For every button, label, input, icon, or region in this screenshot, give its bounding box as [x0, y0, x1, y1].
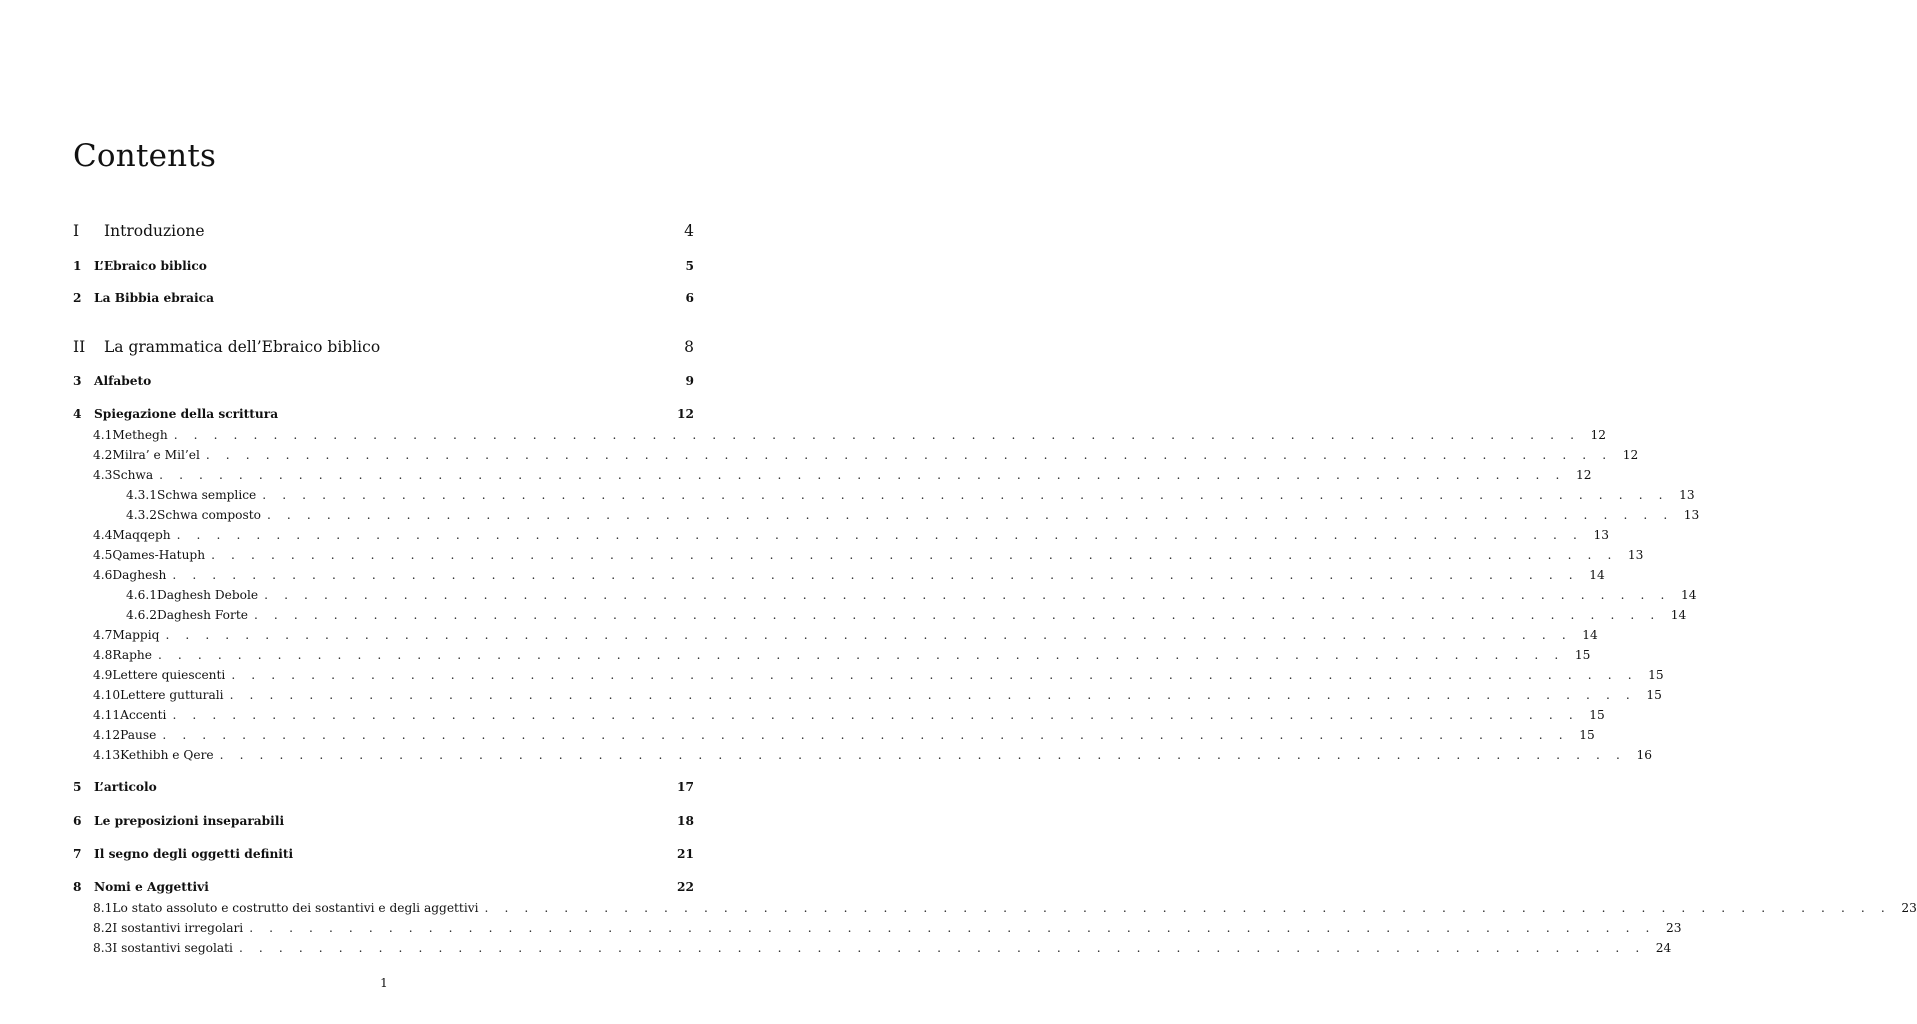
toc-page: 6 — [685, 291, 694, 305]
toc-label: L’articolo — [94, 780, 157, 794]
toc-page: 15 — [1579, 728, 1595, 742]
toc-section-entry[interactable] — [93, 548, 1644, 562]
toc-number: II — [73, 338, 86, 356]
toc-label: Schwa composto — [157, 508, 261, 522]
toc-page: 5 — [685, 259, 694, 273]
toc-leader-dots: . . . . . . . . . . . . . . . . . . . . . . . . . . . . . . . . . . . . . . . . . . . . . . . . . . . . . . . . . . . . . . . . . . . . . . . — [238, 941, 1646, 955]
toc-number: 4.3.1 — [126, 488, 158, 502]
toc-chapter-entry[interactable] — [73, 407, 694, 421]
toc-number: 4.6.2 — [126, 608, 158, 622]
toc-label: Nomi e Aggettivi — [94, 880, 209, 894]
toc-chapter-entry[interactable] — [73, 291, 694, 305]
toc-leader-dots: . . . . . . . . . . . . . . . . . . . . . . . . . . . . . . . . . . . . . . . . . . . . . . . . . . . . . . . . . . . . . . . . . . . . . . . — [176, 528, 1583, 542]
toc-section-entry[interactable] — [93, 921, 1682, 935]
toc-section-entry[interactable] — [93, 648, 1591, 662]
toc-page: 12 — [1590, 428, 1607, 442]
toc-part-entry[interactable] — [73, 338, 694, 356]
toc-page: 21 — [677, 847, 694, 861]
toc-label: Qames-Hatuph — [112, 548, 206, 562]
toc-section-entry[interactable] — [93, 448, 1639, 462]
toc-leader-dots: . . . . . . . . . . . . . . . . . . . . . . . . . . . . . . . . . . . . . . . . . . . . . . . . . . . . . . . . . . . . . . . . . . . . . . . — [249, 921, 1656, 935]
toc-section-entry[interactable] — [93, 688, 1662, 702]
toc-page: 13 — [1679, 488, 1695, 502]
toc-page: 9 — [685, 374, 694, 388]
toc-leader-dots: . . . . . . . . . . . . . . . . . . . . . . . . . . . . . . . . . . . . . . . . . . . . . . . . . . . . . . . . . . . . . . . . . . . . . . . — [231, 668, 1638, 682]
toc-number: 3 — [73, 374, 82, 388]
toc-label: Lettere quiescenti — [112, 668, 226, 682]
toc-page: 15 — [1646, 688, 1662, 702]
toc-number: 4.2 — [93, 448, 113, 462]
toc-page: 12 — [1622, 448, 1639, 462]
toc-label: I sostantivi segolati — [112, 941, 233, 955]
toc-page: 13 — [1627, 548, 1644, 562]
toc-label: Alfabeto — [94, 374, 152, 388]
toc-label: Accenti — [120, 708, 167, 722]
toc-label: Kethibh e Qere — [120, 748, 214, 762]
toc-number: 4.1 — [93, 428, 113, 442]
toc-label: Spiegazione della scrittura — [94, 407, 279, 421]
toc-label: L’Ebraico biblico — [94, 259, 207, 273]
toc-page: 18 — [677, 814, 694, 828]
toc-leader-dots: . . . . . . . . . . . . . . . . . . . . . . . . . . . . . . . . . . . . . . . . . . . . . . . . . . . . . . . . . . . . . . . . . . . . . . . — [172, 708, 1579, 722]
toc-number: 4.11 — [93, 708, 121, 722]
toc-number: 4.9 — [93, 668, 113, 682]
toc-number: 4.13 — [93, 748, 121, 762]
toc-part-entry[interactable] — [73, 222, 694, 240]
page-title: Contents — [73, 138, 217, 174]
toc-chapter-entry[interactable] — [73, 847, 694, 861]
toc-label: Le preposizioni inseparabili — [94, 814, 285, 828]
toc-leader-dots: . . . . . . . . . . . . . . . . . . . . . . . . . . . . . . . . . . . . . . . . . . . . . . . . . . . . . . . . . . . . . . . . . . . . . . . — [264, 588, 1671, 602]
toc-leader-dots: . . . . . . . . . . . . . . . . . . . . . . . . . . . . . . . . . . . . . . . . . . . . . . . . . . . . . . . . . . . . . . . . . . . . . . . — [219, 748, 1626, 762]
toc-subsection-entry[interactable] — [126, 608, 1687, 622]
toc-number: 4.5 — [93, 548, 113, 562]
toc-section-entry[interactable] — [93, 941, 1672, 955]
toc-label: Daghesh — [112, 568, 167, 582]
toc-section-entry[interactable] — [93, 468, 1592, 482]
toc-number: I — [73, 222, 80, 240]
toc-label: Lo stato assoluto e costrutto dei sostantivi e degli aggettivi — [112, 901, 479, 915]
toc-section-entry[interactable] — [93, 568, 1605, 582]
page-number: 1 — [380, 976, 388, 990]
toc-label: Milra’ e Mil’el — [112, 448, 200, 462]
toc-page: 13 — [1593, 528, 1609, 542]
toc-page: 23 — [1666, 921, 1682, 935]
toc-subsection-entry[interactable] — [126, 488, 1695, 502]
toc-page: 17 — [677, 780, 694, 794]
toc-number: 4.3.2 — [126, 508, 158, 522]
toc-number: 6 — [73, 814, 82, 828]
toc-number: 1 — [73, 259, 82, 273]
toc-page: 15 — [1648, 668, 1664, 682]
toc-label: Pause — [120, 728, 157, 742]
toc-number: 7 — [73, 847, 82, 861]
toc-page: 23 — [1901, 901, 1917, 915]
toc-label: Lettere gutturali — [120, 688, 224, 702]
toc-section-entry[interactable] — [93, 528, 1609, 542]
toc-number: 4.10 — [93, 688, 121, 702]
toc-page: 24 — [1655, 941, 1672, 955]
toc-chapter-entry[interactable] — [73, 259, 694, 273]
toc-chapter-entry[interactable] — [73, 880, 694, 894]
toc-page: 12 — [677, 407, 694, 421]
toc-label: Daghesh Forte — [157, 608, 248, 622]
toc-number: 4.6.1 — [126, 588, 158, 602]
toc-page: 14 — [1680, 588, 1697, 602]
toc-number: 4.3 — [93, 468, 113, 482]
toc-number: 4.6 — [93, 568, 113, 582]
toc-subsection-entry[interactable] — [126, 508, 1700, 522]
toc-page: 14 — [1582, 628, 1598, 642]
toc-leader-dots: . . . . . . . . . . . . . . . . . . . . . . . . . . . . . . . . . . . . . . . . . . . . . . . . . . . . . . . . . . . . . . . . . . . . . . . — [173, 428, 1581, 442]
toc-label: Raphe — [112, 648, 152, 662]
toc-page: 13 — [1683, 508, 1700, 522]
toc-leader-dots: . . . . . . . . . . . . . . . . . . . . . . . . . . . . . . . . . . . . . . . . . . . . . . . . . . . . . . . . . . . . . . . . . . . . . . . — [205, 448, 1613, 462]
toc-label: I sostantivi irregolari — [112, 921, 244, 935]
toc-number: 4.8 — [93, 648, 113, 662]
toc-section-entry[interactable] — [93, 901, 1917, 915]
toc-page: 14 — [1589, 568, 1605, 582]
toc-label: Mappiq — [112, 628, 160, 642]
toc-chapter-entry[interactable] — [73, 780, 694, 794]
toc-section-entry[interactable] — [93, 708, 1605, 722]
toc-label: La grammatica dell’Ebraico biblico — [104, 338, 381, 356]
toc-label: Schwa semplice — [157, 488, 257, 502]
toc-leader-dots: . . . . . . . . . . . . . . . . . . . . . . . . . . . . . . . . . . . . . . . . . . . . . . . . . . . . . . . . . . . . . . . . . . . . . . . — [165, 628, 1572, 642]
toc-number: 8.2 — [93, 921, 113, 935]
toc-label: La Bibbia ebraica — [94, 291, 214, 305]
toc-section-entry[interactable] — [93, 428, 1607, 442]
toc-leader-dots: . . . . . . . . . . . . . . . . . . . . . . . . . . . . . . . . . . . . . . . . . . . . . . . . . . . . . . . . . . . . . . . . . . . . . . . — [253, 608, 1661, 622]
toc-page: 4 — [684, 222, 694, 240]
toc-label: Schwa — [112, 468, 154, 482]
toc-page: 12 — [1575, 468, 1592, 482]
toc-leader-dots: . . . . . . . . . . . . . . . . . . . . . . . . . . . . . . . . . . . . . . . . . . . . . . . . . . . . . . . . . . . . . . . . . . . . . . . — [159, 468, 1566, 482]
toc-number: 8.3 — [93, 941, 113, 955]
toc-leader-dots: . . . . . . . . . . . . . . . . . . . . . . . . . . . . . . . . . . . . . . . . . . . . . . . . . . . . . . . . . . . . . . . . . . . . . . . — [162, 728, 1569, 742]
toc-leader-dots: . . . . . . . . . . . . . . . . . . . . . . . . . . . . . . . . . . . . . . . . . . . . . . . . . . . . . . . . . . . . . . . . . . . . . . . — [266, 508, 1674, 522]
toc-number: 8 — [73, 880, 82, 894]
toc-section-entry[interactable] — [93, 728, 1595, 742]
toc-page: 8 — [684, 338, 694, 356]
toc-label: Daghesh Debole — [157, 588, 259, 602]
toc-page: 15 — [1589, 708, 1605, 722]
toc-leader-dots: . . . . . . . . . . . . . . . . . . . . . . . . . . . . . . . . . . . . . . . . . . . . . . . . . . . . . . . . . . . . . . . . . . . . . . . — [157, 648, 1565, 662]
toc-page: 16 — [1636, 748, 1652, 762]
toc-chapter-entry[interactable] — [73, 374, 694, 388]
toc-number: 2 — [73, 291, 82, 305]
toc-leader-dots: . . . . . . . . . . . . . . . . . . . . . . . . . . . . . . . . . . . . . . . . . . . . . . . . . . . . . . . . . . . . . . . . . . . . . . . — [229, 688, 1636, 702]
toc-leader-dots: . . . . . . . . . . . . . . . . . . . . . . . . . . . . . . . . . . . . . . . . . . . . . . . . . . . . . . . . . . . . . . . . . . . . . . . — [211, 548, 1618, 562]
toc-section-entry[interactable] — [93, 628, 1598, 642]
toc-page: 14 — [1670, 608, 1687, 622]
toc-leader-dots: . . . . . . . . . . . . . . . . . . . . . . . . . . . . . . . . . . . . . . . . . . . . . . . . . . . . . . . . . . . . . . . . . . . . . . . — [262, 488, 1669, 502]
toc-number: 4.12 — [93, 728, 121, 742]
toc-page: 15 — [1574, 648, 1591, 662]
toc-number: 4 — [73, 407, 82, 421]
toc-number: 5 — [73, 780, 82, 794]
toc-number: 4.7 — [93, 628, 113, 642]
toc-label: Methegh — [112, 428, 168, 442]
toc-leader-dots: . . . . . . . . . . . . . . . . . . . . . . . . . . . . . . . . . . . . . . . . . . . . . . . . . . . . . . . . . . . . . . . . . . . . . . . — [484, 901, 1891, 915]
toc-number: 4.4 — [93, 528, 113, 542]
toc-subsection-entry[interactable] — [126, 588, 1697, 602]
toc-section-entry[interactable] — [93, 748, 1652, 762]
toc-chapter-entry[interactable] — [73, 814, 694, 828]
toc-label: Maqqeph — [112, 528, 171, 542]
toc-leader-dots: . . . . . . . . . . . . . . . . . . . . . . . . . . . . . . . . . . . . . . . . . . . . . . . . . . . . . . . . . . . . . . . . . . . . . . . — [172, 568, 1579, 582]
toc-label: Introduzione — [104, 222, 205, 240]
toc-section-entry[interactable] — [93, 668, 1664, 682]
toc-number: 8.1 — [93, 901, 113, 915]
toc-page: 22 — [677, 880, 694, 894]
toc-label: Il segno degli oggetti definiti — [94, 847, 294, 861]
